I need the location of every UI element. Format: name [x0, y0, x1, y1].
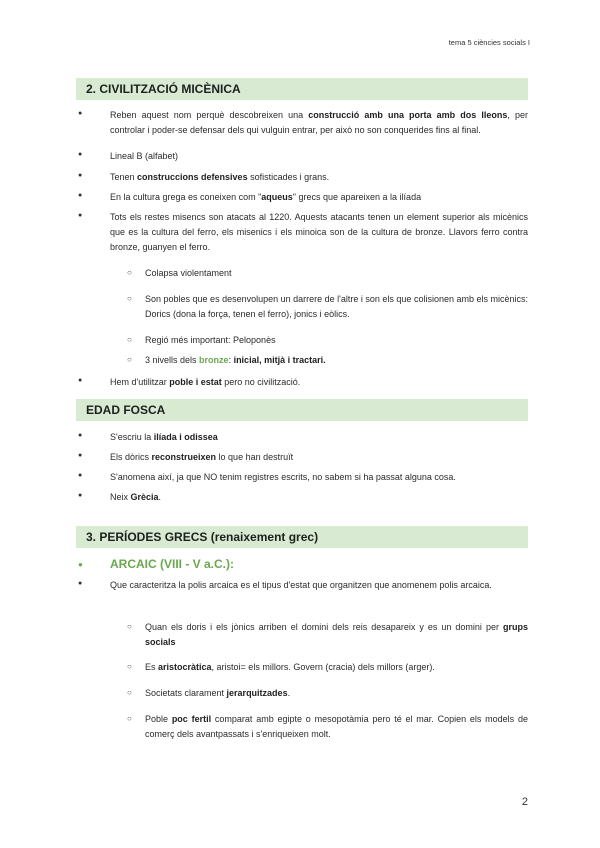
list-item: ● Que caracteritza la polis arcaica es el tipus d'estat que organitzen que anomenem polis arcaica.	[78, 578, 528, 593]
list-item: ● En la cultura grega es coneixen com "aqueus" grecs que apareixen a la ilíada	[78, 190, 528, 205]
list-item: ● S'anomena així, ja que NO tenim registres escrits, no sabem si ha passat alguna cosa.	[78, 470, 528, 485]
list-item: ● Hem d'utilitzar poble i estat pero no civilització.	[78, 375, 528, 390]
sub-list-item: ○ Societats clarament jerarquitzades.	[127, 686, 528, 701]
section-heading-edad-fosca: EDAD FOSCA	[76, 399, 528, 421]
list-item: ● S'escriu la ilíada i odissea	[78, 430, 528, 445]
list-item: ● Reben aquest nom perquè descobreixen una construcció amb una porta amb dos lleons, per controlar i poder-se defensar dels qui vulguin entrar, per això no son conquerides fins al final.	[78, 108, 528, 138]
section-heading-civilitzacio-micenica: 2. CIVILITZACIÓ MICÈNICA	[76, 78, 528, 100]
subheading-arcaic: ● ARCAIC (VIII - V a.C.):	[78, 557, 235, 571]
list-item: ● Neix Grècia.	[78, 490, 528, 505]
sub-list-item: ○ Colapsa violentament	[127, 266, 528, 281]
bullet-icon: ●	[78, 560, 83, 569]
list-item: ● Tots els restes misencs son atacats al 1220. Aquests atacants tenen un element superior als micènics que es la cultura del ferro, els misenics i els minoica son de la cultura de bronze. Llavors ferro contra bronze, guanyen el ferro.	[78, 210, 528, 255]
list-item: ● Tenen construccions defensives sofisticades i grans.	[78, 170, 528, 185]
page-number: 2	[521, 796, 528, 808]
section-heading-periodes-grecs: 3. PERÍODES GRECS (renaixement grec)	[76, 526, 528, 548]
sub-list-item: ○ 3 nivells dels bronze: inicial, mitjà i tractari.	[127, 353, 528, 368]
page-header: tema 5 ciències socials I	[448, 38, 530, 47]
list-item: ● Els dòrics reconstrueixen lo que han destruït	[78, 450, 528, 465]
sub-list-item: ○ Regió més important: Peloponès	[127, 333, 528, 348]
sub-list-item: ○ Son pobles que es desenvolupen un darrere de l'altre i son els que colisionen amb els micènics: Dorics (dona la força, tenen el ferro), jonics i eòlics.	[127, 292, 528, 322]
sub-list-item: ○ Es aristocràtica, aristoi= els millors. Govern (cracia) dels millors (arger).	[127, 660, 528, 675]
sub-list-item: ○ Poble poc fertil comparat amb egipte o mesopotàmia pero té el mar. Copien els models de comerç dels avantpassats i s'enriqueixen molt.	[127, 712, 528, 742]
list-item: ● Lineal B (alfabet)	[78, 149, 528, 164]
sub-list-item: ○ Quan els doris i els jònics arriben el domini dels reis desapareix y es un domini per grups socials	[127, 620, 528, 650]
